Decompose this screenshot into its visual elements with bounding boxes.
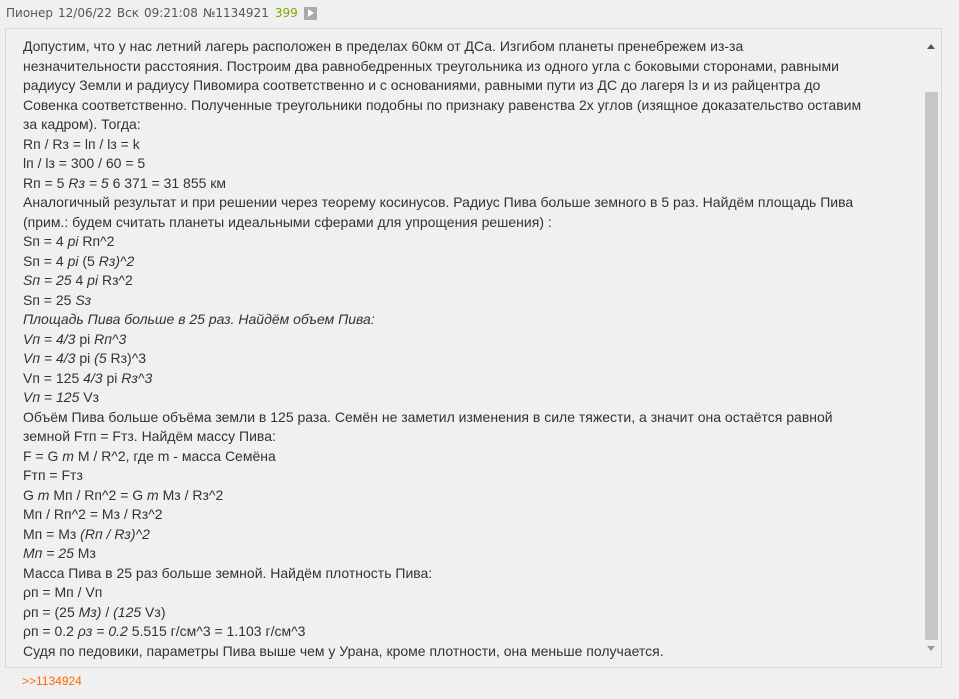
- post-line: [23, 154, 923, 174]
- italic-text: Sп = 25: [23, 272, 72, 288]
- italic-text: pi: [67, 233, 79, 249]
- text-segment: /: [101, 603, 114, 620]
- text-segment: (5: [78, 252, 99, 269]
- text-segment: pi: [75, 330, 95, 347]
- post-line: [23, 271, 923, 291]
- post-date: 12/06/22: [58, 6, 112, 20]
- text-segment: Допустим, что у нас летний лагерь расположен в пределах 60км от ДСа. Изгибом планеты пренебрежем из-за: [23, 38, 744, 54]
- text-segment: ρп = 0.2: [23, 623, 78, 639]
- scroll-thumb[interactable]: [925, 92, 938, 640]
- italic-text: Rз^3: [121, 369, 153, 386]
- text-segment: ρп = (25: [23, 603, 79, 620]
- post-line: [23, 642, 923, 662]
- text-segment: Sп = 4: [23, 233, 68, 249]
- text-segment: Совенка соответственно. Полученные треугольники подобны по признаку равенства 2х углов (изящное доказательство оставим: [23, 96, 862, 113]
- post-message-box: [5, 28, 942, 668]
- post-line: [23, 76, 923, 96]
- post-line: [23, 135, 923, 155]
- post-line: [23, 622, 923, 642]
- play-icon[interactable]: [304, 7, 317, 20]
- text-segment: за кадром). Тогда:: [23, 116, 141, 132]
- text-segment: Mп / Rп^2 = Mз / Rз^2: [23, 506, 163, 522]
- italic-text: pi: [87, 272, 99, 288]
- italic-text: Mз): [78, 603, 102, 620]
- post-line: [23, 447, 923, 467]
- post-header: [6, 4, 317, 22]
- text-segment: Vз): [141, 603, 166, 620]
- scrollbar[interactable]: [924, 37, 938, 657]
- text-segment: (прим.: будем считать планеты идеальными сферами для упрощения решения) :: [23, 213, 552, 230]
- text-segment: G: [23, 486, 38, 503]
- post-line: [23, 388, 923, 408]
- text-segment: Vз: [79, 389, 100, 405]
- text-segment: Mз: [73, 545, 96, 561]
- post-weekday: Вск: [116, 6, 139, 20]
- post-line: [23, 330, 923, 350]
- text-segment: pi: [102, 369, 122, 386]
- text-segment: 5.515 г/см^3 = 1.103 г/см^3: [127, 623, 306, 639]
- post-line: [23, 505, 923, 525]
- italic-text: Sз: [75, 291, 92, 308]
- text-segment: 4: [71, 272, 88, 288]
- text-segment: lп / lз = 300 / 60 = 5: [23, 155, 146, 171]
- post-line: [23, 466, 923, 486]
- text-segment: pi: [75, 350, 95, 366]
- post-line: [23, 525, 923, 545]
- scroll-up-arrow-icon[interactable]: [924, 39, 938, 53]
- text-segment: Масса Пива в 25 раз больше земной. Найдём плотность Пива:: [23, 564, 433, 581]
- italic-text: Vп = 4/3: [23, 350, 76, 366]
- italic-text: Vп = 125: [23, 389, 80, 405]
- post-line: [23, 252, 923, 272]
- post-time: 09:21:08: [144, 6, 198, 20]
- italic-text: m: [147, 486, 159, 503]
- text-segment: ρп = Mп / Vп: [23, 584, 103, 600]
- italic-text: m: [62, 447, 74, 464]
- post-line: [23, 193, 923, 213]
- text-segment: Sп = 25: [23, 291, 76, 308]
- text-segment: Mз / Rз^2: [158, 486, 224, 503]
- post-line: [23, 57, 923, 77]
- italic-text: Площадь Пива больше в 25 раз. Найдём объем Пива:: [23, 311, 375, 327]
- text-segment: Rп^2: [78, 233, 115, 249]
- text-segment: земной Fтп = Fтз. Найдём массу Пива:: [23, 428, 276, 444]
- italic-text: Vп = 4/3: [23, 330, 76, 347]
- post-line: [23, 544, 923, 564]
- italic-text: Rз = 5: [68, 174, 109, 191]
- text-segment: Rп = 5: [23, 174, 69, 191]
- text-segment: Объём Пива больше объёма земли в 125 раза. Семён не заметил изменения в силе тяжести, а значит она остаётся равной: [23, 408, 833, 425]
- text-segment: 6 371 = 31 855 км: [108, 174, 227, 191]
- post-line: [23, 603, 923, 623]
- text-segment: Vп = 125: [23, 369, 84, 386]
- text-segment: Sп = 4: [23, 252, 68, 269]
- post-line: [23, 174, 923, 194]
- post-number-link[interactable]: №1134921: [202, 6, 269, 20]
- post-line: [23, 310, 923, 330]
- italic-text: Rз)^2: [98, 252, 135, 269]
- post-line: [23, 583, 923, 603]
- italic-text: (5: [94, 350, 107, 366]
- post-line: [23, 369, 923, 389]
- italic-text: 4/3: [83, 369, 103, 386]
- italic-text: Mп = 25: [23, 545, 74, 561]
- post-line: [23, 408, 923, 428]
- post-line: [23, 37, 923, 57]
- post-line: [23, 486, 923, 506]
- replies-count[interactable]: 399: [274, 6, 298, 20]
- post-line: [23, 232, 923, 252]
- italic-text: ρз = 0.2: [77, 623, 128, 639]
- reply-backlink[interactable]: >>1134924: [22, 674, 82, 688]
- text-segment: Судя по педовики, параметры Пива выше чем у Урана, кроме плотности, она меньше получается.: [23, 642, 664, 659]
- post-body-text: [23, 37, 923, 665]
- scroll-down-arrow-icon[interactable]: [924, 641, 938, 655]
- text-segment: Mп / Rп^2 = G: [49, 486, 148, 503]
- italic-text: (125: [113, 603, 142, 620]
- post-line: [23, 291, 923, 311]
- text-segment: Аналогичный результат и при решении через теорему косинусов. Радиус Пива больше земного в 5 раз. Найдём площадь Пива: [23, 194, 854, 210]
- text-segment: Fтп = Fтз: [23, 467, 83, 483]
- text-segment: Rз^2: [98, 272, 133, 288]
- post-line: [23, 96, 923, 116]
- text-segment: незначительности расстояния. Построим два равнобедренных треугольника из одного угла с боковыми сторонами, равными: [23, 57, 839, 74]
- text-segment: F = G: [23, 447, 63, 464]
- text-segment: радиусу Земли и радиусу Пивомира соответственно и с основаниями, равными пути из ДС до лагеря lз и из райцентра до: [23, 77, 821, 93]
- italic-text: Rп^3: [94, 330, 127, 347]
- post-line: [23, 115, 923, 135]
- post-line: [23, 564, 923, 584]
- text-segment: Rз)^3: [106, 350, 147, 366]
- post-author: Пионер: [6, 6, 54, 20]
- text-segment: Mп = Mз: [23, 525, 81, 542]
- italic-text: pi: [67, 252, 79, 269]
- text-segment: Rп / Rз = lп / lз = k: [23, 135, 140, 152]
- post-line: [23, 349, 923, 369]
- post-line: [23, 213, 923, 233]
- text-segment: M / R^2, где m - масса Семёна: [73, 447, 276, 464]
- italic-text: m: [37, 486, 50, 503]
- italic-text: (Rп / Rз)^2: [80, 525, 150, 542]
- post-line: [23, 427, 923, 447]
